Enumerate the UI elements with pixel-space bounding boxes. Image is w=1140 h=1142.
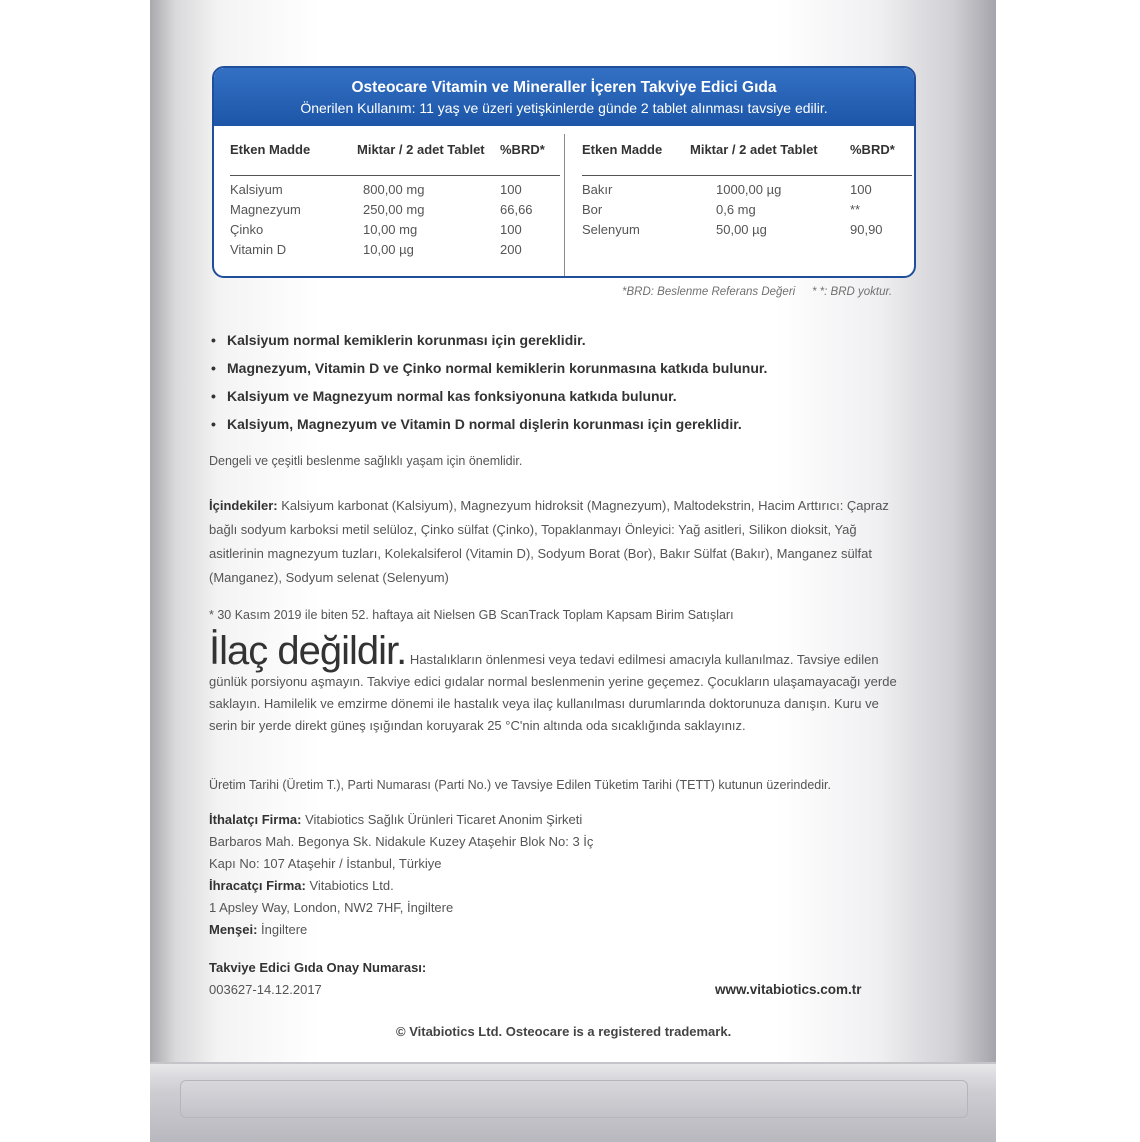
table-divider — [564, 134, 565, 276]
nutrient-brd: 100 — [500, 182, 522, 197]
nutrition-panel — [212, 66, 916, 278]
nutrient-name: Selenyum — [582, 222, 640, 237]
claim-text: Kalsiyum ve Magnezyum normal kas fonksiyonuna katkıda bulunur. — [227, 388, 677, 404]
nutrient-table-right — [582, 142, 912, 237]
nutrient-name: Bor — [582, 202, 603, 217]
header-rule — [230, 175, 560, 176]
table-row — [230, 202, 560, 222]
table-row — [582, 182, 912, 202]
claim-item: • Kalsiyum normal kemiklerin korunması için gereklidir. — [211, 332, 586, 348]
importer-line — [209, 809, 769, 831]
header-amount: Miktar / 2 adet Tablet — [357, 142, 485, 157]
nutrient-name: Magnezyum — [230, 202, 301, 217]
nutrient-brd: ** — [850, 202, 861, 217]
claim-item: • Kalsiyum, Magnezyum ve Vitamin D normal dişlerin korunması için gereklidir. — [211, 416, 742, 432]
importer-address-2: Kapı No: 107 Ataşehir / İstanbul, Türkiye — [209, 856, 442, 871]
not-a-medicine-heading: İlaç değildir. — [209, 629, 407, 673]
production-info: Üretim Tarihi (Üretim T.), Parti Numarası (Parti No.) ve Tavsiye Edilen Tüketim Tarihi (TETT) kutunun üzerindedir. — [209, 778, 831, 792]
ingredients-label: İçindekiler: — [209, 498, 278, 513]
ingredients-text: Kalsiyum karbonat (Kalsiyum), Magnezyum hidroksit (Magnezyum), Maltodekstrin, Hacim Arttırıcı: Çapraz bağlı sodyum karboksi metil selüloz, Çinko sülfat (Çinko), Topaklanmayı Önleyici: Yağ asitleri, Silikon dioksit, Yağ asitlerinin magnezyum tuzları, Kolekalsiferol (Vitamin D), Sodyum Borat (Bor), Bakır Sülfat (Bakır), Manganez sülfat (Manganez), Sodyum selenat (Selenyum) — [209, 498, 889, 585]
brd-footnote: *BRD: Beslenme Referans Değeri — [622, 286, 796, 298]
header-brd: %BRD* — [850, 142, 895, 157]
ingredients — [209, 494, 909, 590]
nutrient-amount: 10,00 mg — [363, 222, 418, 237]
importer-address-1: Barbaros Mah. Begonya Sk. Nidakule Kuzey Ataşehir Blok No: 3 İç — [209, 834, 594, 849]
nutrient-amount: 0,6 mg — [716, 202, 756, 217]
nutrient-brd: 100 — [850, 182, 872, 197]
table-header — [230, 142, 560, 164]
nutrient-name: Çinko — [230, 222, 264, 237]
table-row — [582, 202, 912, 222]
header-active-ingredient: Etken Madde — [582, 142, 663, 157]
nutrient-amount: 800,00 mg — [363, 182, 425, 197]
company-info — [209, 809, 769, 941]
origin-value: İngiltere — [257, 922, 308, 937]
nutrient-name: Kalsiyum — [230, 182, 283, 197]
nutrient-name: Bakır — [582, 182, 613, 197]
nutrition-panel-header — [214, 68, 914, 126]
claim-item: • Kalsiyum ve Magnezyum normal kas fonksiyonuna katkıda bulunur. — [211, 388, 677, 404]
exporter-name: Vitabiotics Ltd. — [305, 878, 394, 893]
nutrient-tables — [214, 126, 914, 276]
approval-label: Takviye Edici Gıda Onay Numarası: — [209, 960, 427, 975]
nutrient-brd: 100 — [500, 222, 522, 237]
website-link[interactable]: www.vitabiotics.com.tr — [715, 982, 862, 997]
copyright-note: © Vitabiotics Ltd. Osteocare is a registered trademark. — [396, 1024, 732, 1039]
warning-block — [209, 629, 909, 737]
table-row — [582, 222, 912, 242]
panel-title: Osteocare Vitamin ve Mineraller İçeren Takviye Edici Gıda — [351, 79, 777, 96]
claim-text: Magnezyum, Vitamin D ve Çinko normal kemiklerin korunmasına katkıda bulunur. — [227, 360, 768, 376]
origin-label: Menşei: — [209, 922, 258, 937]
table-row — [230, 182, 560, 202]
panel-usage: Önerilen Kullanım: 11 yaş ve üzeri yetişkinlerde günde 2 tablet alınması tavsiye edilir. — [300, 100, 828, 116]
nutrient-brd: 200 — [500, 242, 522, 257]
health-claims — [211, 330, 931, 442]
nutrient-brd: 66,66 — [500, 202, 533, 217]
header-active-ingredient: Etken Madde — [230, 142, 311, 157]
claim-text: Kalsiyum, Magnezyum ve Vitamin D normal dişlerin korunması için gereklidir. — [227, 416, 742, 432]
table-row — [230, 242, 560, 262]
nutrient-amount: 250,00 mg — [363, 202, 425, 217]
nutrient-name: Vitamin D — [230, 242, 287, 257]
table-header — [582, 142, 912, 164]
origin-line — [209, 919, 769, 941]
exporter-line — [209, 875, 769, 897]
approval-block — [209, 957, 426, 1001]
no-brd-footnote: * *: BRD yoktur. — [812, 286, 893, 298]
importer-name: Vitabiotics Sağlık Ürünleri Ticaret Anonim Şirketi — [301, 812, 583, 827]
approval-number: 003627-14.12.2017 — [209, 982, 322, 997]
header-amount: Miktar / 2 adet Tablet — [690, 142, 818, 157]
exporter-label: İhracatçı Firma: — [209, 878, 306, 893]
nielsen-note: * 30 Kasım 2019 ile biten 52. haftaya ait Nielsen GB ScanTrack Toplam Kapsam Birim Satışları — [209, 608, 734, 622]
nutrient-table-left — [230, 142, 560, 257]
warning-text: Hastalıkların önlenmesi veya tedavi edilmesi amacıyla kullanılmaz. Tavsiye edilen günlük porsiyonu aşmayın. Takviye edici gıdalar normal beslenmenin yerine geçemez. Çocukların ulaşamayacağı yerde saklayın. Hamilelik ve emzirme dönemi ile hastalık veya ilaç kullanılması durumlarında doktorunuza danışın. Kuru ve serin bir yerde direkt güneş ışığından koruyarak 25 °C'nin altında oda sıcaklığında saklayınız. — [209, 652, 897, 733]
header-brd: %BRD* — [500, 142, 545, 157]
exporter-address: 1 Apsley Way, London, NW2 7HF, İngiltere — [209, 900, 454, 915]
table-row — [230, 222, 560, 242]
nutrient-brd: 90,90 — [850, 222, 883, 237]
header-rule — [582, 175, 912, 176]
nutrient-amount: 1000,00 µg — [716, 182, 782, 197]
nutrient-amount: 10,00 µg — [363, 242, 414, 257]
package-bottom-lip — [180, 1080, 968, 1118]
claim-text: Kalsiyum normal kemiklerin korunması için gereklidir. — [227, 332, 586, 348]
claim-item: • Magnezyum, Vitamin D ve Çinko normal kemiklerin korunmasına katkıda bulunur. — [211, 360, 768, 376]
importer-label: İthalatçı Firma: — [209, 812, 302, 827]
balanced-diet-note: Dengeli ve çeşitli beslenme sağlıklı yaşam için önemlidir. — [209, 454, 523, 468]
nutrient-amount: 50,00 µg — [716, 222, 767, 237]
